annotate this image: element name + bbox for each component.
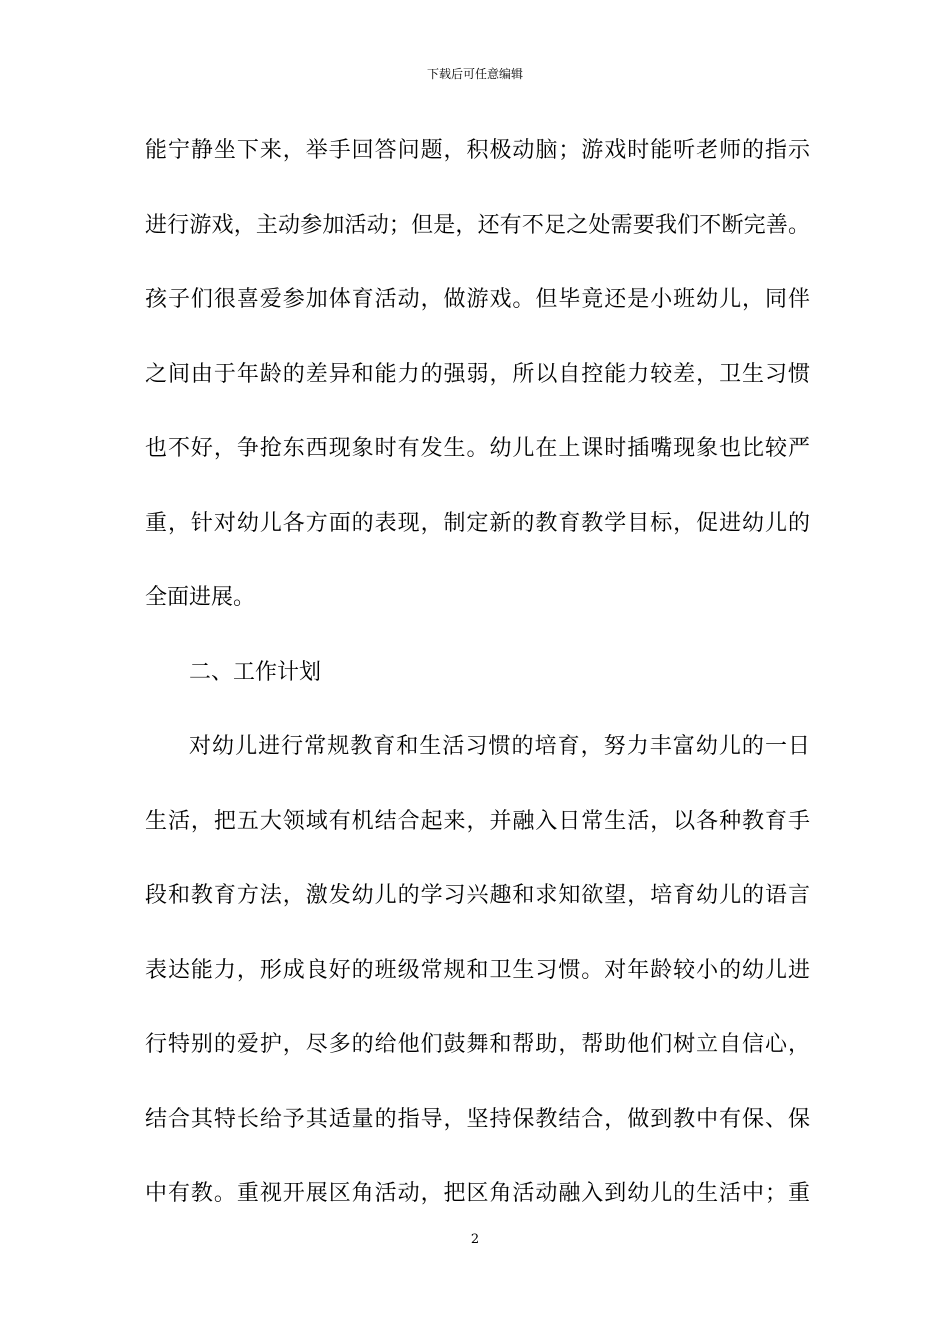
text-line: 行特别的爱护，尽多的给他们鼓舞和帮助，帮助他们树立自信心，	[145, 1032, 810, 1057]
document-body	[145, 128, 810, 1246]
text-line: 之间由于年龄的差异和能力的强弱，所以自控能力较差，卫生习惯	[145, 361, 810, 387]
text-line: 也不好，争抢东西现象时有发生。幼儿在上课时插嘴现象也比较严	[145, 436, 810, 461]
text-line: 段和教育方法，激发幼儿的学习兴趣和求知欲望，培育幼儿的语言	[145, 883, 810, 908]
text-line: 孩子们很喜爱参加体育活动，做游戏。但毕竟还是小班幼儿，同伴	[145, 287, 810, 312]
text-line: 对幼儿进行常规教育和生活习惯的培育，努力丰富幼儿的一日	[189, 734, 810, 759]
section-heading: 二、工作计划	[189, 659, 322, 685]
text-line: 表达能力，形成良好的班级常规和卫生习惯。对年龄较小的幼儿进	[145, 957, 810, 983]
text-line: 全面进展。	[145, 585, 256, 610]
page-number: 2	[470, 1232, 480, 1247]
text-line: 生活，把五大领域有机结合起来，并融入日常生活，以各种教育手	[145, 808, 810, 834]
text-line: 能宁静坐下来，举手回答问题，积极动脑；游戏时能听老师的指示	[145, 138, 810, 163]
text-line: 重，针对幼儿各方面的表现，制定新的教育教学目标，促进幼儿的	[145, 510, 810, 536]
text-line: 进行游戏，主动参加活动；但是，还有不足之处需要我们不断完善。	[145, 212, 810, 238]
text-line: 结合其特长给予其适量的指导，坚持保教结合，做到教中有保、保	[145, 1106, 810, 1132]
text-line: 中有教。重视开展区角活动，把区角活动融入到幼儿的生活中；重	[145, 1181, 810, 1206]
page-header: 下载后可任意编辑	[426, 67, 523, 81]
